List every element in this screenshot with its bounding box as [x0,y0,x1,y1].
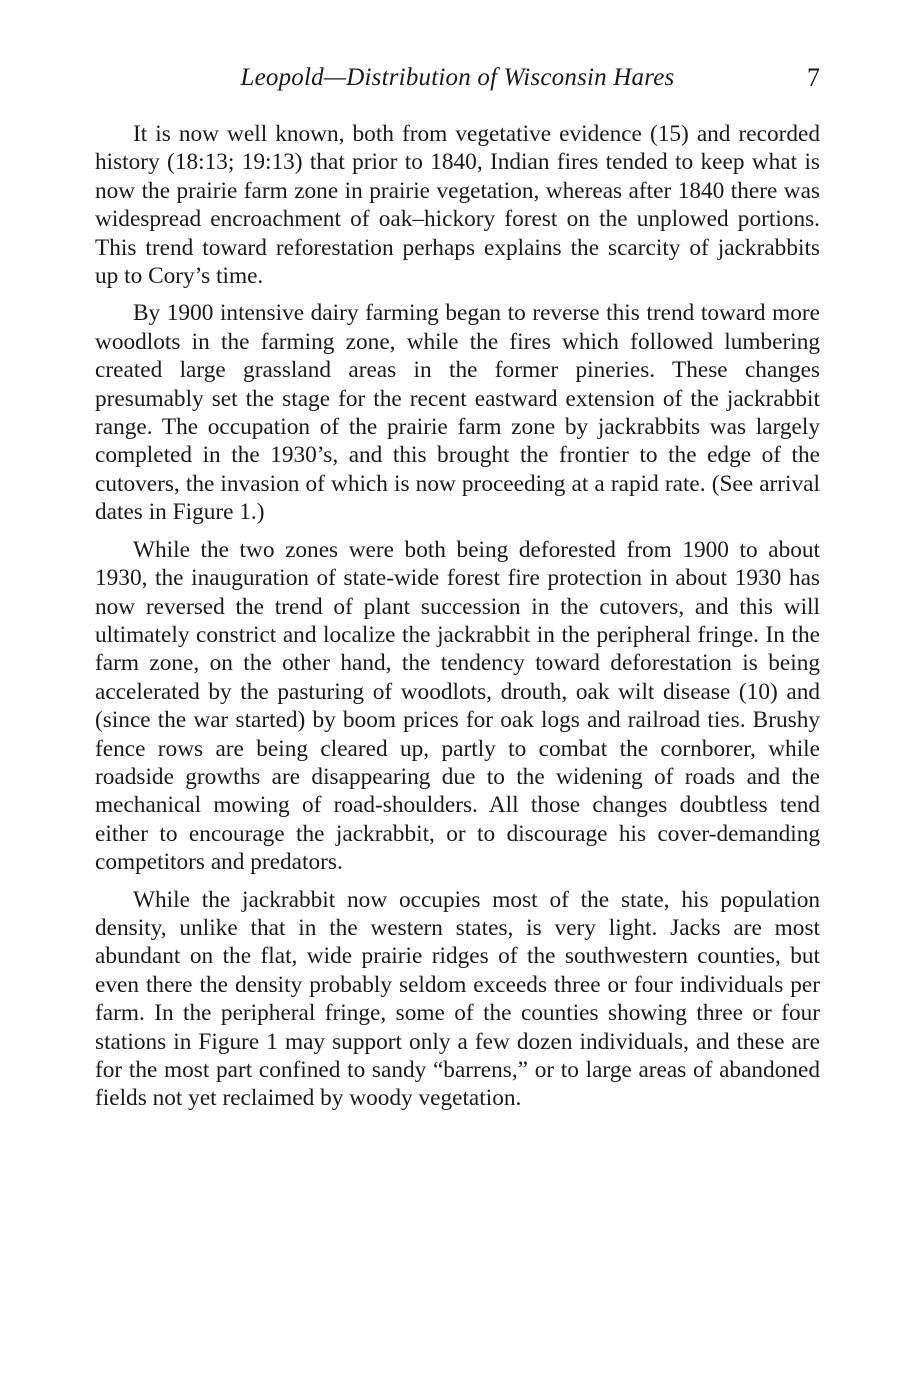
paragraph-2: By 1900 intensive dairy farming began to reverse this trend toward more woodlots in the farming zone, while the fires which followed lumbering created large grassland areas in the former pineries. These changes presumably set the stage for the recent eastward extension of the jackrabbit range. The occupation of the prairie farm zone by jackrabbits was largely completed in the 1930’s, and this brought the frontier to the edge of the cutovers, the invasion of which is now proceeding at a rapid rate. (See arrival dates in Figure 1.) [95,300,820,526]
paragraph-4: While the jackrabbit now occupies most of the state, his population density, unlike that in the western states, is very light. Jacks are most abundant on the flat, wide prairie ridges of the southwestern counties, but even there the density probably seldom exceeds three or four individuals per farm. In the peripheral fringe, some of the counties showing three or four stations in Figure 1 may support only a few dozen individuals, and these are for the most part confined to sandy “barrens,” or to large areas of abandoned fields not yet reclaimed by woody vegetation. [95,886,820,1112]
running-title: Leopold—Distribution of Wisconsin Hares [240,64,675,91]
paragraph-1: It is now well known, both from vegetative evidence (15) and recorded history (18:13; 19:13) that prior to 1840, Indian fires tended to keep what is now the prairie farm zone in prairie vegetation, whereas after 1840 there was widespread encroachment of oak–hickory forest on the unplowed portions. This trend toward reforestation perhaps explains the scarcity of jackrabbits up to Cory’s time. [95,121,820,290]
body-text [95,120,820,1122]
page-number: 7 [807,63,820,92]
paragraph-3: While the two zones were both being deforested from 1900 to about 1930, the inauguration of state-wide forest fire protection in about 1930 has now reversed the trend of plant succession in the cutovers, and this will ultimately constrict and localize the jackrabbit in the peripheral fringe. In the farm zone, on the other hand, the tendency toward deforestation is being accelerated by the pasturing of woodlots, drouth, oak wilt disease (10) and (since the war started) by boom prices for oak logs and railroad ties. Brushy fence rows are being cleared up, partly to combat the cornborer, while roadside growths are disappearing due to the widening of roads and the mechanical mowing of road-shoulders. All those changes doubtless tend either to encourage the jackrabbit, or to discourage his cover-demanding competitors and predators. [95,536,820,876]
running-head [95,60,820,96]
